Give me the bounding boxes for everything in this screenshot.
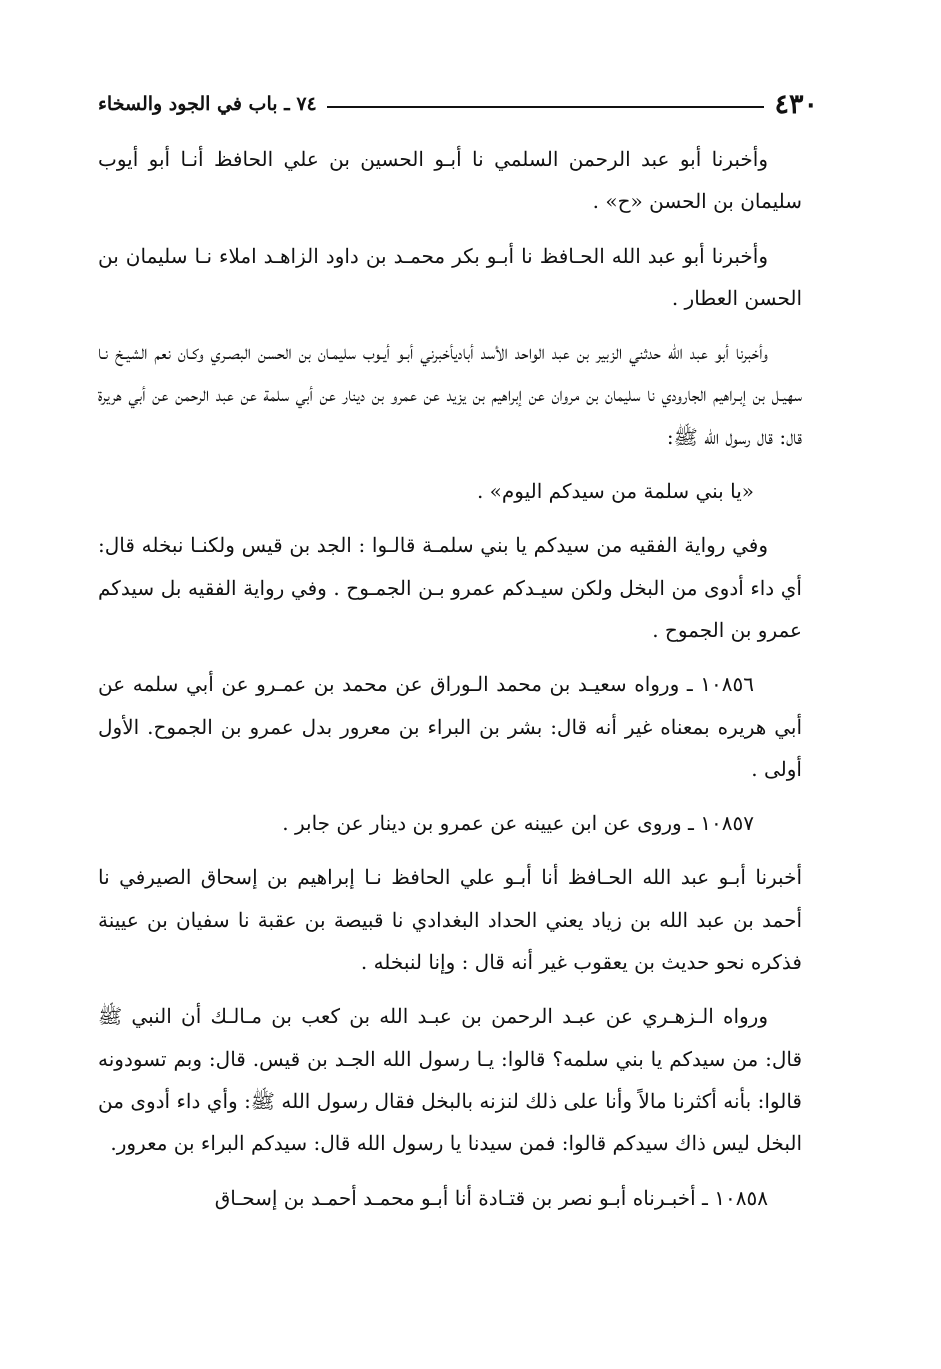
page-header xyxy=(98,86,818,122)
hadith-paragraph: ١٠٨٥٧ ـ وروى عن ابن عيينه عن عمرو بن دينار عن جابر . xyxy=(282,811,754,836)
hadith-paragraph: ١٠٨٥٨ ـ أخبـرناه أبـو نصر بن قتـادة أنا أبـو محمـد أحمـد بن إسحـاق xyxy=(214,1185,768,1210)
chapter-title: ٧٤ ـ باب في الجود والسخاء xyxy=(98,93,317,115)
paragraph: «يا بني سلمة من سيدكم اليوم» . xyxy=(476,479,754,504)
paragraph: وأخبرنا أبو عبد الرحمن السلمي نا أبـو الحسين بن علي الحافظ أنـا أبو أيوب سليمان بن الحسن «ح» . xyxy=(98,147,802,214)
paragraph: وفي رواية الفقيه من سيدكم يا بني سلمـة قالـوا : الجد بن قيس ولكنـا نبخله قال: أي داء أدوى من البخل ولكن سيـدكم عمرو بـن الجمـوح . وفي رواية الفقيه بل سيدكم عمرو بن الجموح . xyxy=(98,533,802,642)
paragraph: ورواه الـزهـري عن عبـد الرحمن بن عبـد الله بن كعب بن مـالـك أن النبي ﷺ قال: من سيدكم يا بني سلمه؟ قالوا: يـا رسول الله الجـد بن قيس. قال: وبم تسودونه قالوا: بأنه أكثرنا مالاً وأنا على ذلك لنزنه بالبخل فقال رسول الله ﷺ: وأي داء أدوى من البخل ليس ذاك سيدكم قالوا: فمن سيدنا يا رسول الله قال: سيدكم البراء بن معرور. xyxy=(98,1004,802,1156)
body-text xyxy=(98,138,802,1231)
hadith-paragraph: ١٠٨٥٦ ـ ورواه سعيـد بن محمد الـوراق عن محمد بن عمـرو عن أبي سلمه عن أبي هريره بمعناه غير أنه قال: بشر بن البراء بن معرور بدل عمرو بن الجموح. الأول أولى . xyxy=(98,672,802,781)
page-number: ٤٣٠ xyxy=(774,88,818,120)
paragraph: أخبرنا أبـو عبد الله الحـافظ أنا أبـو علي الحافظ نـا إبراهيم بن إسحاق الصيرفي نا أحمد بن عبد الله بن زياد يعني الحداد البغدادي نا قبيصة بن عقبة نا سفيان بن عيينة فذكره نحو حديث بن يعقوب غير أنه قال : وإنا لنبخله . xyxy=(98,865,802,975)
paragraph: وأخبرنا أبو عبد الله حدثني الزبير بن عبد الواحد الأسد أباديأخبرني أبـو أيـوب سليمـان بن الحسن البصـري وكـان نعم الشيـخ نـا سهيـل بن إبـراهيم الجارودي نا سليمان بن مروان عن إبراهيم بن يزيد عن عمرو بن دينار عن أبي سلمة عن عبد الرحمن عن أبي هريرة قال: قال رسول الله ﷺ: xyxy=(98,340,802,449)
paragraph: وأخبرنا أبو عبد الله الحـافظ نا أبـو بكر محمـد بن داود الزاهـد املاء نـا سليمان بن الحسن العطار . xyxy=(98,243,802,310)
header-rule xyxy=(327,106,765,108)
